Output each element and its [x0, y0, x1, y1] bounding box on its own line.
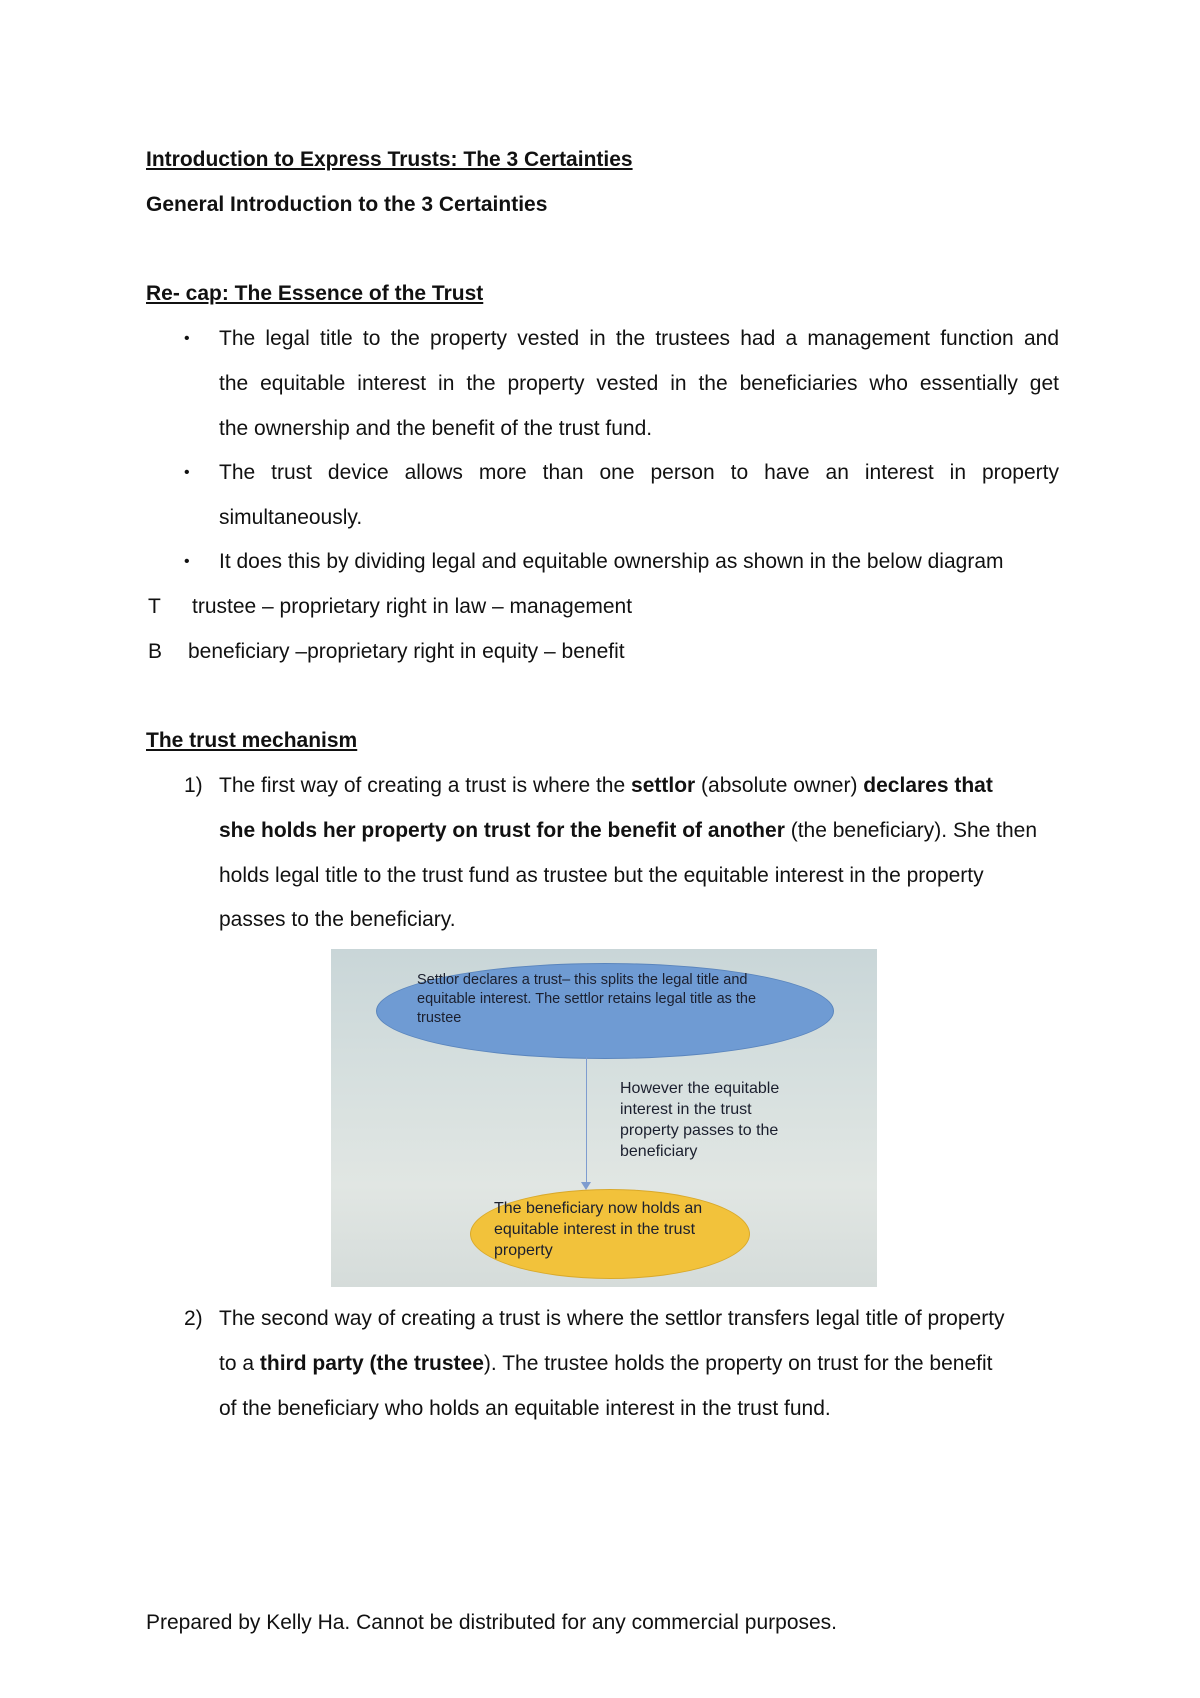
item1-line4: passes to the beneficiary.	[219, 908, 456, 931]
side-text-line1: However the equitable	[620, 1080, 780, 1097]
side-text-line4: beneficiary	[620, 1143, 698, 1160]
item2-line3: of the beneficiary who holds an equitable interest in the trust fund.	[219, 1397, 831, 1420]
bullet2-line1: The trust device allows more than one person to have an interest in property	[219, 461, 1059, 484]
trust-diagram	[331, 949, 877, 1287]
side-text-line2: interest in the trust	[620, 1101, 752, 1118]
document-title: Introduction to Express Trusts: The 3 Certainties	[146, 148, 633, 171]
item1-number: 1)	[184, 774, 203, 797]
beneficiary-text-line2: equitable interest in the trust	[494, 1221, 696, 1238]
bullet1-line1: The legal title to the property vested in the trustees had a management function and	[219, 327, 1059, 350]
bullet-glyph: •	[184, 330, 190, 347]
beneficiary-definition: beneficiary –proprietary right in equity – benefit	[188, 640, 625, 663]
settlor-text-line1: Settlor declares a trust– this splits the legal title and	[417, 972, 748, 988]
beneficiary-text-line3: property	[494, 1242, 553, 1259]
trustee-letter: T	[148, 595, 161, 618]
item2-line2: to a third party (the trustee). The trustee holds the property on trust for the benefit	[219, 1352, 993, 1375]
arrow-line	[586, 1057, 587, 1185]
bullet1-line2: the equitable interest in the property vested in the beneficiaries who essentially get	[219, 372, 1059, 395]
bullet1-line3: the ownership and the benefit of the trust fund.	[219, 417, 653, 440]
document-subtitle: General Introduction to the 3 Certainties	[146, 193, 548, 216]
item1-line2: she holds her property on trust for the benefit of another (the beneficiary). She then	[219, 819, 1038, 842]
beneficiary-letter: B	[148, 640, 163, 663]
bullet2-line2: simultaneously.	[219, 506, 363, 529]
recap-heading: Re- cap: The Essence of the Trust	[146, 282, 484, 305]
bullet-glyph: •	[184, 464, 190, 481]
bullet-glyph: •	[184, 553, 190, 570]
item1-line3: holds legal title to the trust fund as trustee but the equitable interest in the property	[219, 864, 984, 887]
side-text-line3: property passes to the	[620, 1122, 779, 1139]
mechanism-heading: The trust mechanism	[146, 729, 358, 752]
footer-note: Prepared by Kelly Ha. Cannot be distributed for any commercial purposes.	[146, 1611, 838, 1634]
item2-number: 2)	[184, 1307, 203, 1330]
beneficiary-text-line1: The beneficiary now holds an	[494, 1200, 703, 1217]
trustee-definition: trustee – proprietary right in law – management	[192, 595, 633, 618]
bullet3-text: It does this by dividing legal and equitable ownership as shown in the below diagram	[219, 550, 1004, 573]
settlor-text-line3: trustee	[417, 1010, 462, 1026]
settlor-text-line2: equitable interest. The settlor retains legal title as the	[417, 991, 757, 1007]
item1-line1: The first way of creating a trust is where the settlor (absolute owner) declares that	[219, 774, 993, 797]
item2-line1: The second way of creating a trust is where the settlor transfers legal title of property	[219, 1307, 1005, 1330]
